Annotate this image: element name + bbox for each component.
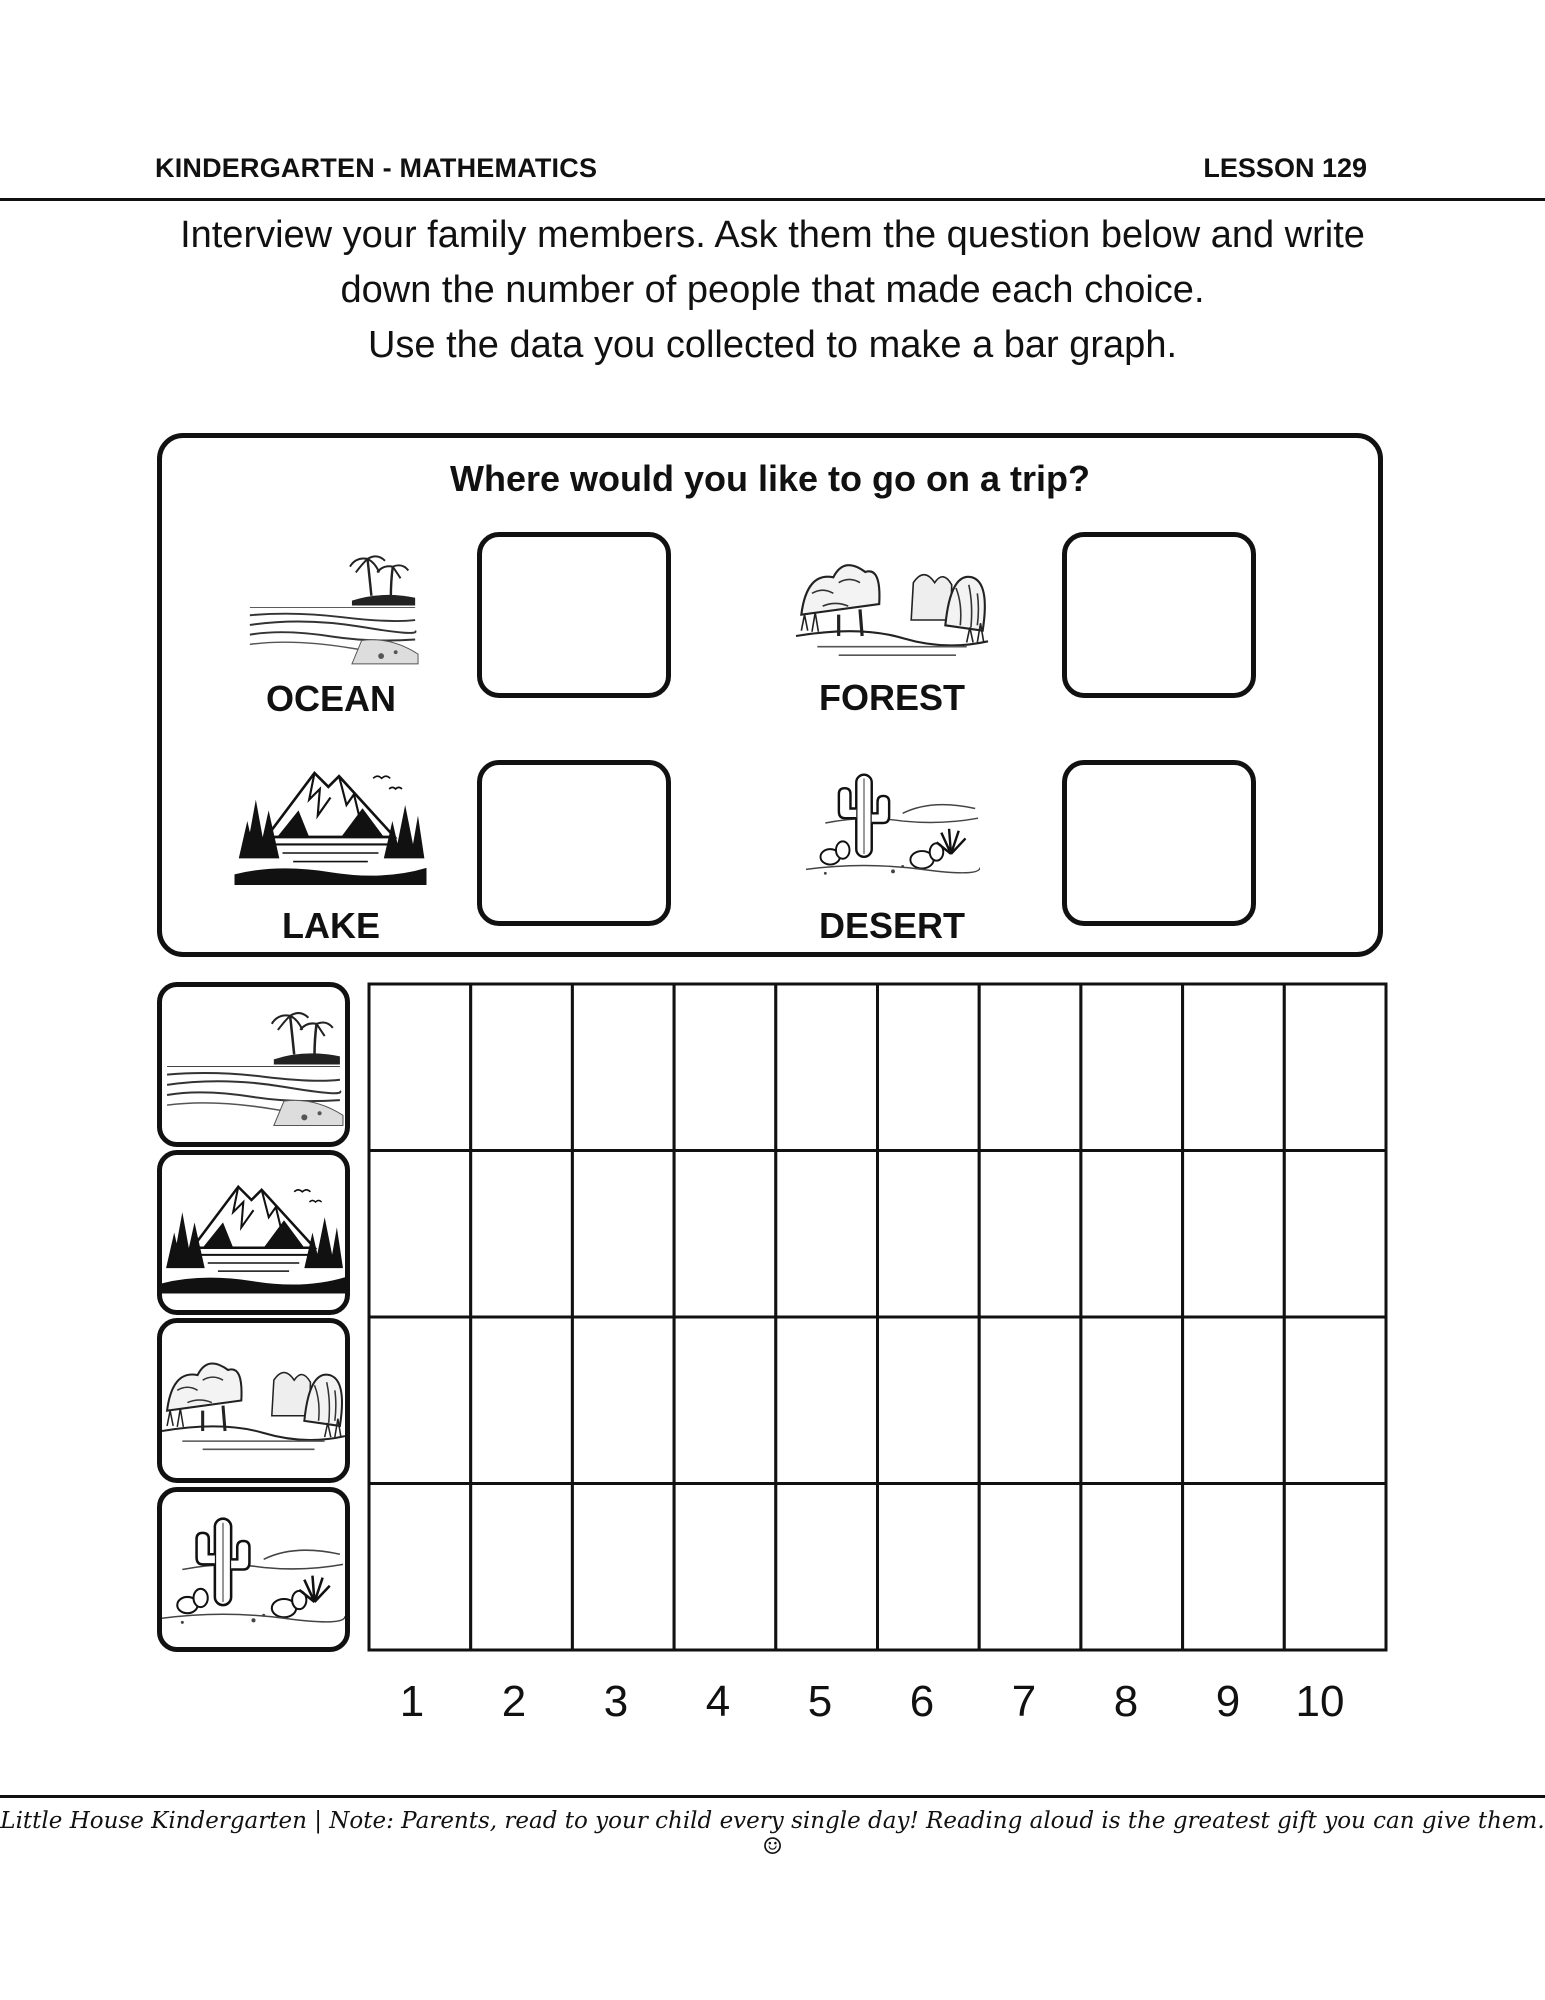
graph-cell[interactable]: [1284, 1484, 1386, 1651]
graph-row-desert-icon: [157, 1487, 350, 1652]
graph-cell[interactable]: [979, 1151, 1081, 1318]
graph-cell[interactable]: [1183, 984, 1285, 1151]
graph-cell[interactable]: [471, 1484, 573, 1651]
graph-cell[interactable]: [1081, 984, 1183, 1151]
graph-cell[interactable]: [1183, 1317, 1285, 1484]
graph-row-lake-icon: [157, 1150, 350, 1315]
graph-cell[interactable]: [572, 1151, 674, 1318]
graph-cell[interactable]: [1081, 1484, 1183, 1651]
graph-cell[interactable]: [776, 1317, 878, 1484]
tally-box-forest[interactable]: [1062, 532, 1256, 698]
axis-number-10: 10: [1295, 1677, 1345, 1726]
tally-box-ocean[interactable]: [477, 532, 671, 698]
graph-cell[interactable]: [1183, 1484, 1285, 1651]
graph-cell[interactable]: [369, 1151, 471, 1318]
graph-cell[interactable]: [369, 1484, 471, 1651]
graph-cell[interactable]: [674, 984, 776, 1151]
axis-number-5: 5: [807, 1677, 833, 1726]
header-divider: [0, 198, 1545, 201]
forest-river-icon: [768, 540, 1016, 668]
graph-cell[interactable]: [776, 1151, 878, 1318]
instruction-line: Interview your family members. Ask them the question below and write: [180, 214, 1365, 256]
tally-box-desert[interactable]: [1062, 760, 1256, 926]
axis-number-9: 9: [1215, 1677, 1241, 1726]
graph-row-ocean-icon: [157, 982, 350, 1147]
axis-number-6: 6: [909, 1677, 935, 1726]
axis-number-4: 4: [705, 1677, 731, 1726]
instructions: [0, 208, 1545, 373]
graph-cell[interactable]: [471, 1151, 573, 1318]
tally-box-lake[interactable]: [477, 760, 671, 926]
graph-cell[interactable]: [572, 984, 674, 1151]
survey-question: Where would you like to go on a trip?: [449, 458, 1090, 499]
graph-cell[interactable]: [776, 984, 878, 1151]
choice-label-ocean: OCEAN: [265, 678, 396, 719]
graph-cell[interactable]: [471, 1317, 573, 1484]
graph-cell[interactable]: [674, 1151, 776, 1318]
choice-label-forest: FOREST: [818, 677, 965, 718]
graph-cell[interactable]: [878, 1317, 980, 1484]
choice-label-desert: DESERT: [818, 905, 966, 946]
graph-cell[interactable]: [674, 1484, 776, 1651]
graph-cell[interactable]: [1284, 1317, 1386, 1484]
footer-divider: [0, 1795, 1545, 1798]
axis-number-3: 3: [603, 1677, 629, 1726]
graph-cell[interactable]: [878, 984, 980, 1151]
graph-cell[interactable]: [572, 1317, 674, 1484]
graph-cell[interactable]: [1284, 1151, 1386, 1318]
graph-cell[interactable]: [979, 1484, 1081, 1651]
graph-cell[interactable]: [1183, 1151, 1285, 1318]
mountain-lake-icon: [228, 757, 433, 885]
graph-cell[interactable]: [1284, 984, 1386, 1151]
ocean-beach-icon: [245, 543, 420, 668]
graph-cell[interactable]: [1081, 1317, 1183, 1484]
graph-cell[interactable]: [979, 984, 1081, 1151]
graph-cell[interactable]: [1081, 1151, 1183, 1318]
instruction-line: Use the data you collected to make a bar graph.: [367, 324, 1178, 366]
footer-note: Little House Kindergarten | Note: Parents, read to your child every single day! Reading aloud is the greatest gift you can give them. ☺: [0, 1808, 1545, 1860]
desert-cactus-icon: [806, 748, 980, 898]
choice-label-lake: LAKE: [282, 905, 380, 946]
graph-cell[interactable]: [776, 1484, 878, 1651]
axis-number-8: 8: [1113, 1677, 1139, 1726]
graph-row-forest-icon: [157, 1318, 350, 1483]
instruction-line: down the number of people that made each choice.: [340, 269, 1205, 311]
graph-cell[interactable]: [369, 1317, 471, 1484]
subject-heading: KINDERGARTEN - MATHEMATICS: [155, 153, 598, 183]
graph-cell[interactable]: [979, 1317, 1081, 1484]
bar-graph-grid: [367, 982, 1388, 1652]
graph-cell[interactable]: [674, 1317, 776, 1484]
graph-cell[interactable]: [369, 984, 471, 1151]
graph-cell[interactable]: [471, 984, 573, 1151]
axis-number-7: 7: [1011, 1677, 1037, 1726]
graph-cell[interactable]: [878, 1151, 980, 1318]
axis-number-1: 1: [399, 1677, 425, 1726]
axis-number-2: 2: [501, 1677, 527, 1726]
graph-cell[interactable]: [572, 1484, 674, 1651]
lesson-number: LESSON 129: [1203, 153, 1367, 183]
graph-cell[interactable]: [878, 1484, 980, 1651]
